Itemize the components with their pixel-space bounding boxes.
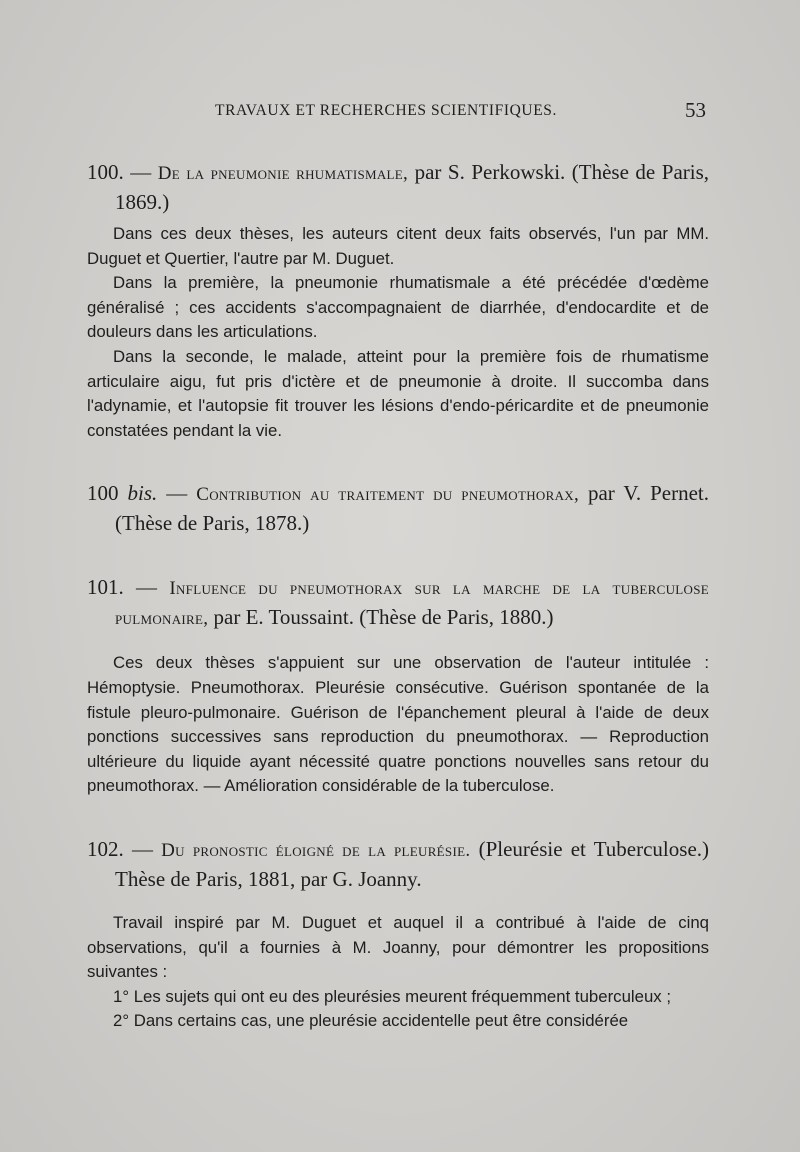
entry-101 (87, 573, 709, 799)
entry-title-smallcaps: De la pneumonie rhumatismale, (157, 163, 409, 184)
paragraph: 1° Les sujets qui ont eu des pleurésies meurent fréquemment tuberculeux ; (113, 986, 672, 1006)
paragraph: Dans ces deux thèses, les auteurs citent deux faits observés, l'un par MM. Duguet et Quertier, l'autre par M. Duguet. (87, 224, 709, 268)
entry-dash: — (123, 836, 162, 861)
entry-title (87, 835, 709, 893)
paragraph: Dans la seconde, le malade, atteint pour la première fois de rhumatisme articulaire aigu, fut pris d'ictère et de pneumonie à droite. Il succomba dans l'adynamie, et l'autopsie fit trouver les lésions d'endo-péricardite et de pneumonie constatées pendant la vie. (87, 346, 709, 440)
running-head (0, 98, 800, 124)
entry-number: 100. (87, 160, 124, 184)
entry-title-rest: (Pleurésie et Tuberculose.) Thèse de Paris, 1881, par G. Joanny. (115, 836, 710, 891)
page-number: 53 (685, 98, 706, 122)
page-content (87, 158, 709, 1034)
entry-title (87, 158, 709, 216)
paragraph: Travail inspiré par M. Duguet et auquel il a contribué à l'aide de cinq observations, qu'il a fournies à M. Joanny, pour démontrer les propositions suivantes : (87, 912, 709, 982)
entry-title-rest: par E. Toussaint. (Thèse de Paris, 1880.) (208, 605, 554, 630)
entry-number: 101. (87, 575, 124, 600)
entry-100 (87, 158, 709, 443)
entry-title-rest: par S. Perkowski. (Thèse de Paris, 1869.) (115, 160, 710, 214)
entry-bis: bis. (127, 481, 158, 506)
entry-100-bis (87, 479, 709, 537)
entry-title-smallcaps: Du pronostic éloigné de la pleurésie. (161, 839, 471, 861)
entry-number: 100 (87, 481, 119, 506)
entry-title (87, 573, 709, 633)
paragraph: Ces deux thèses s'appuient sur une observation de l'auteur intitulée : Hémoptysie. Pneumothorax. Pleurésie consécutive. Guérison spontanée de la fistule pleuro-pulmonaire. Guérison de l'épanchement pleural à l'aide de deux ponctions successives sans reproduction du pneumothorax. — Reproduction ultérieure du liquide ayant nécessité quatre ponctions nouvelles sans retour du pneumothorax. — Amélioration considérable de la tuberculose. (87, 653, 709, 796)
running-title: TRAVAUX ET RECHERCHES SCIENTIFIQUES. (215, 102, 557, 119)
entry-102 (87, 835, 709, 1034)
entry-number: 102. (87, 836, 124, 861)
entry-title-smallcaps: Contribution au traitement du pneumothorax, (196, 484, 579, 506)
entry-dash: — (123, 160, 158, 184)
paragraph: Dans la première, la pneumonie rhumatismale a été précédée d'œdème généralisé ; ces accidents s'accompagnaient de diarrhée, d'endocardite et de douleurs dans les articulations. (87, 273, 709, 342)
entry-dash: — (123, 575, 170, 600)
paragraph: 2° Dans certains cas, une pleurésie accidentelle peut être considérée (113, 1011, 629, 1031)
entry-title-smallcaps: Influence du pneumothorax sur la marche de la tuberculose pulmonaire, (115, 578, 709, 630)
entry-title (87, 479, 709, 537)
entry-dash: — (157, 481, 197, 506)
entry-title-rest: par V. Pernet. (Thèse de Paris, 1878.) (115, 481, 710, 536)
